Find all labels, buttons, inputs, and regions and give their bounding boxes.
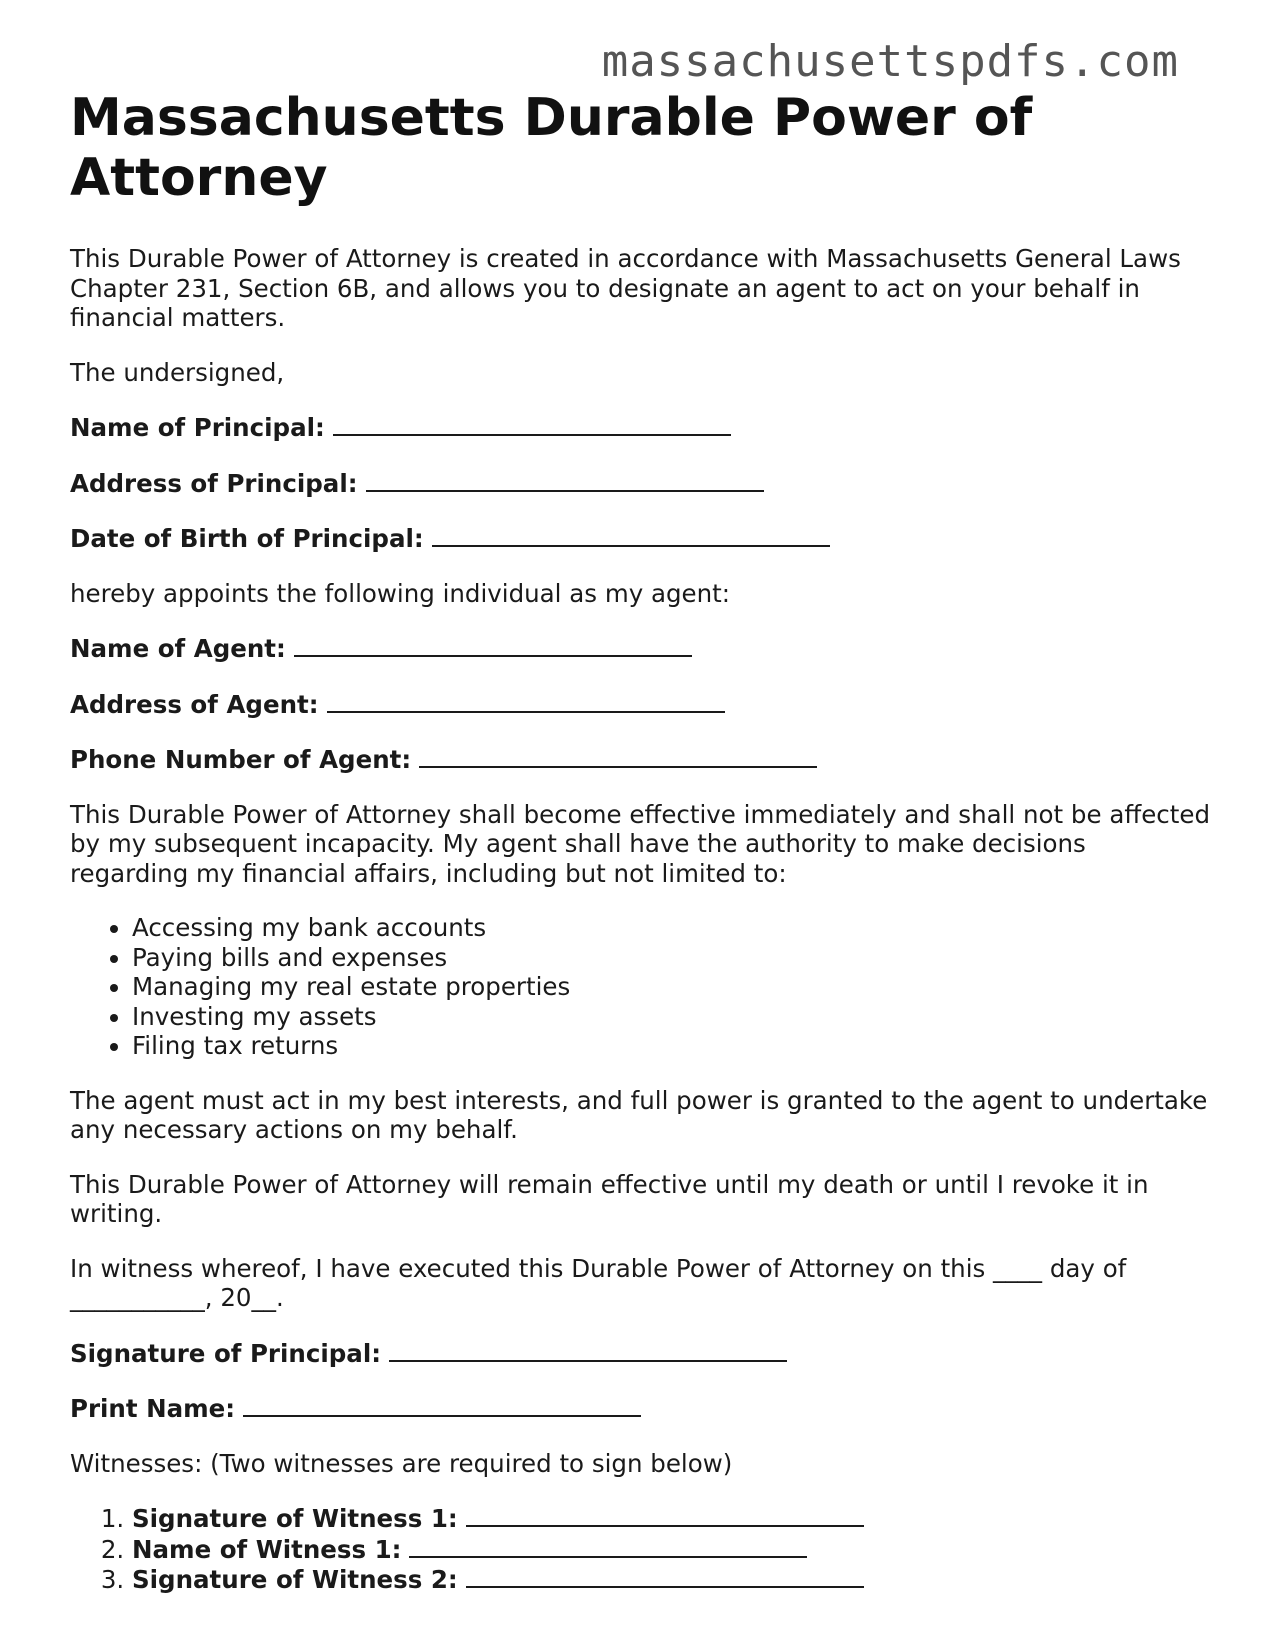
witness-2-signature-blank[interactable]: [466, 1564, 864, 1588]
field-label: Phone Number of Agent:: [70, 745, 412, 774]
list-item: • Filing tax returns: [132, 1031, 1210, 1061]
witness-list: [70, 1503, 1210, 1595]
list-item: [132, 1564, 1210, 1595]
witness-1-signature-blank[interactable]: [466, 1503, 864, 1527]
document-page: [70, 88, 1210, 1595]
principal-address-field: [70, 468, 1210, 499]
principal-signature-blank[interactable]: [389, 1338, 787, 1362]
list-item: [132, 1534, 1210, 1565]
powers-list: [70, 913, 1210, 1061]
print-name-field: [70, 1393, 1210, 1424]
agent-name-field: [70, 633, 1210, 664]
field-label: Name of Principal:: [70, 413, 325, 442]
field-label: Name of Witness 1:: [132, 1534, 402, 1564]
field-label: Address of Agent:: [70, 689, 319, 719]
page-title: Massachusetts Durable Power of Attorney: [70, 88, 1033, 208]
witnesses-note: Witnesses: (Two witnesses are required to sign below): [70, 1448, 733, 1478]
intro-paragraph: This Durable Power of Attorney is created in accordance with Massachusetts General Laws Chapter 231, Section 6B, and allows you to designate an agent to act on your behalf in financial matters.: [70, 244, 1181, 332]
agent-address-blank[interactable]: [327, 689, 725, 713]
field-label: Signature of Witness 1:: [132, 1504, 458, 1533]
principal-signature-field: [70, 1338, 1210, 1369]
principal-dob-blank[interactable]: [432, 523, 830, 547]
appoints-text: hereby appoints the following individual as my agent:: [70, 578, 731, 608]
agent-phone-field: [70, 744, 1210, 775]
principal-name-field: [70, 412, 1210, 443]
witness-clause: In witness whereof, I have executed this Durable Power of Attorney on this ____ day of ___________, 20__.: [70, 1253, 1127, 1312]
principal-address-blank[interactable]: [366, 468, 764, 492]
agent-phone-blank[interactable]: [419, 744, 817, 768]
undersigned-text: The undersigned,: [70, 357, 285, 387]
principal-dob-field: [70, 523, 1210, 554]
list-item: • Accessing my bank accounts: [132, 913, 1210, 943]
field-label: Signature of Principal:: [70, 1338, 382, 1368]
list-item: • Paying bills and expenses: [132, 943, 1210, 973]
witness-1-name-blank[interactable]: [409, 1534, 807, 1558]
duration-paragraph: This Durable Power of Attorney will remain effective until my death or until I revoke it in writing.: [70, 1169, 1149, 1228]
best-interests-paragraph: The agent must act in my best interests, and full power is granted to the agent to undertake any necessary actions on my behalf.: [70, 1085, 1208, 1144]
agent-name-blank[interactable]: [294, 633, 692, 657]
field-label: Address of Principal:: [70, 468, 358, 498]
effective-paragraph: This Durable Power of Attorney shall become effective immediately and shall not be affected by my subsequent incapacity. My agent shall have the authority to make decisions regarding my financial affairs, including but not limited to:: [70, 799, 1211, 888]
list-item: • Managing my real estate properties: [132, 972, 1210, 1002]
list-item: • Investing my assets: [132, 1002, 1210, 1032]
list-item: [132, 1503, 1210, 1534]
principal-name-blank[interactable]: [333, 412, 731, 436]
field-label: Signature of Witness 2:: [132, 1565, 458, 1594]
field-label: Date of Birth of Principal:: [70, 524, 424, 553]
field-label: Name of Agent:: [70, 634, 286, 663]
field-label: Print Name:: [70, 1394, 236, 1423]
print-name-blank[interactable]: [243, 1393, 641, 1417]
agent-address-field: [70, 689, 1210, 720]
site-watermark: massachusettspdfs.com: [601, 36, 1179, 87]
